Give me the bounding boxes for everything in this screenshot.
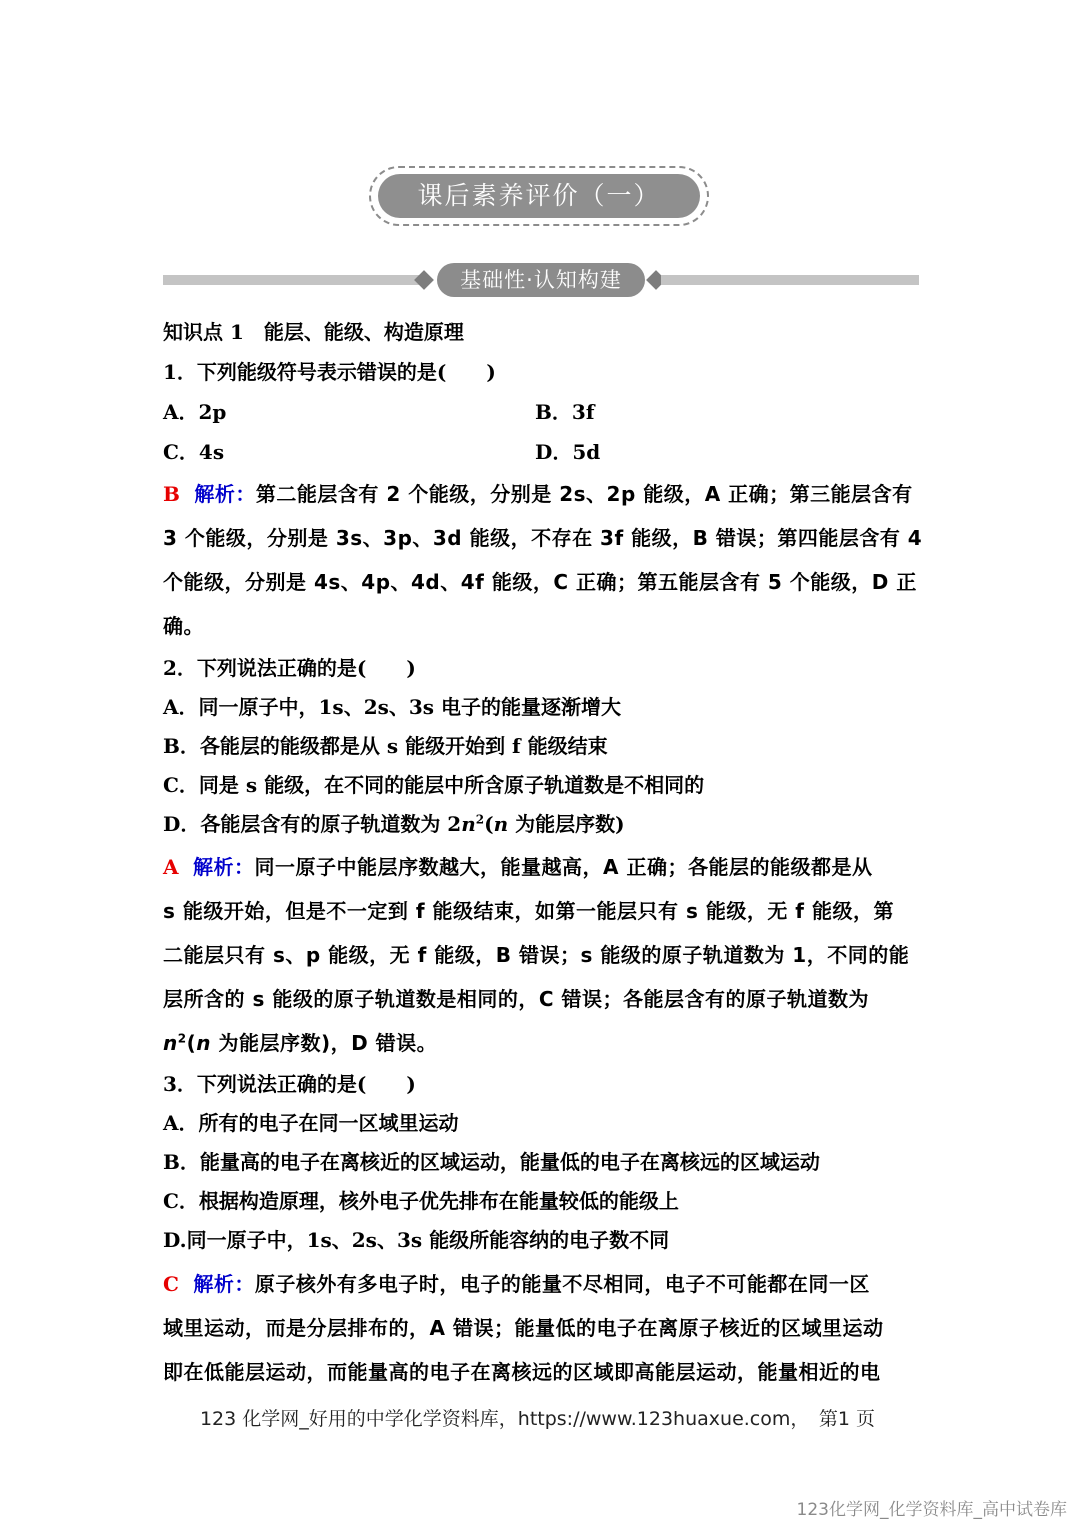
section-bar-left [163, 275, 425, 285]
q3-option-d: D.同一原子中，1s、2s、3s 能级所能容纳的电子数不同 [163, 1228, 670, 1252]
q2-explanation-line: 层所含的 s 能级的原子轨道数是相同的，C 错误；各能层含有的原子轨道数为 [163, 987, 869, 1011]
q3-explanation-line: 即在低能层运动，而能量高的电子在离核远的区域即高能层运动，能量相近的电 [163, 1360, 881, 1384]
q2-stem: 2．下列说法正确的是( ) [163, 656, 416, 680]
q1-explanation-line: 3 个能级，分别是 3s、3p、3d 能级，不存在 3f 能级，B 错误；第四能层含有 4 [163, 526, 923, 550]
q1-option-d: D．5d [535, 440, 601, 464]
diamond-icon [414, 270, 434, 290]
q3-answer: C [163, 1272, 180, 1296]
q2-explanation-line: 二能层只有 s、p 能级，无 f 能级，B 错误；s 能级的原子轨道数为 1，不同的能 [163, 943, 910, 967]
q1-explanation-line [163, 478, 915, 507]
q2-explanation-text: 同一原子中能层序数越大，能量越高，A 正确；各能层的能级都是从 [254, 855, 873, 879]
q1-option-a: A．2p [163, 400, 227, 424]
section-title: 基础性·认知构建 [437, 263, 645, 297]
q3-explanation-text: 原子核外有多电子时，电子的能量不尽相同，电子不可能都在同一区 [254, 1272, 870, 1296]
q1-explanation-label: 解析： [194, 482, 256, 506]
q2-explanation-line: s 能级开始，但是不一定到 f 能级结束，如第一能层只有 s 能级，无 f 能级，第 [163, 899, 894, 923]
q1-option-c: C．4s [163, 440, 225, 464]
title-banner [369, 166, 709, 226]
q1-option-b: B．3f [535, 400, 595, 424]
page-footer: 123 化学网_好用的中学化学资料库，https://www.123huaxue.com， 第1 页 [199, 1408, 876, 1430]
q2-option-c: C．同是 s 能级，在不同的能层中所含原子轨道数是不相同的 [163, 773, 705, 797]
q3-option-a: A．所有的电子在同一区域里运动 [163, 1111, 459, 1135]
section-bar-right [661, 275, 919, 285]
section-header [163, 262, 919, 300]
q3-stem: 3．下列说法正确的是( ) [163, 1072, 416, 1096]
watermark: 123化学网_化学资料库_高中试卷库 [796, 1500, 1067, 1520]
q2-option-d: D．各能层含有的原子轨道数为 $2n^2(n$ 为能层序数) [163, 812, 625, 836]
q1-explanation-line: 确。 [163, 614, 204, 638]
page-title: 课后素养评价（一） [378, 174, 700, 218]
q2-explanation-line [163, 851, 915, 880]
q2-explanation-label: 解析： [193, 855, 255, 879]
q3-explanation-label: 解析： [193, 1272, 255, 1296]
q1-explanation-line: 个能级，分别是 4s、4p、4d、4f 能级，C 正确；第五能层含有 5 个能级，D 正 [163, 570, 917, 594]
q2-explanation-line: $n^2(n$ 为能层序数)，D 错误。 [163, 1031, 438, 1055]
q2-answer: A [163, 855, 180, 879]
q2-option-b: B．各能层的能级都是从 s 能级开始到 f 能级结束 [163, 734, 608, 758]
q3-option-b: B．能量高的电子在离核近的区域运动，能量低的电子在离核远的区域运动 [163, 1150, 820, 1174]
knowledge-point-heading: 知识点 1 能层、能级、构造原理 [163, 320, 464, 344]
q1-stem: 1．下列能级符号表示错误的是( ) [163, 360, 496, 384]
q3-option-c: C．根据构造原理，核外电子优先排布在能量较低的能级上 [163, 1189, 679, 1213]
q2-option-a: A．同一原子中，1s、2s、3s 电子的能量逐渐增大 [163, 695, 622, 719]
q3-explanation-line: 域里运动，而是分层排布的，A 错误；能量低的电子在离原子核近的区域里运动 [163, 1316, 884, 1340]
q3-explanation-line [163, 1268, 915, 1297]
q1-explanation-text: 第二能层含有 2 个能级，分别是 2s、2p 能级，A 正确；第三能层含有 [255, 482, 913, 506]
q1-answer: B [163, 482, 181, 506]
